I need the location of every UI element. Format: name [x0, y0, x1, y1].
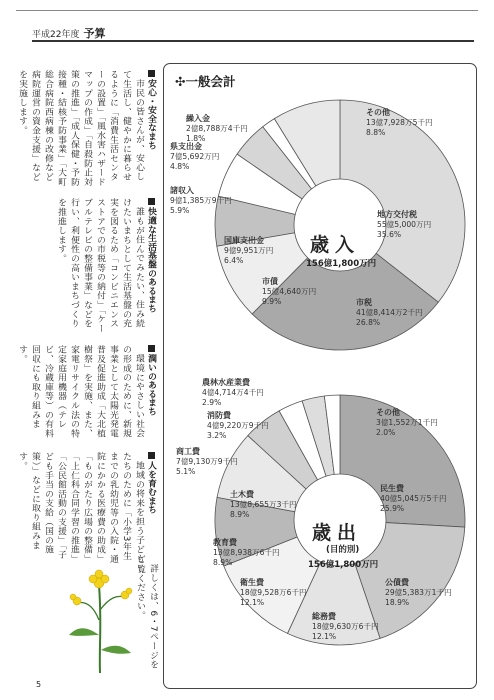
page-header — [32, 25, 105, 41]
slice-label: 市税 41億8,414万2千円 26.8% — [356, 298, 423, 327]
slice-label: 繰入金 2億8,788万4千円 1.8% — [186, 114, 248, 143]
section-heading-education: 人を育むまち — [145, 452, 157, 552]
slice-label: 民生費 40億5,045万5千円 25.9% — [380, 484, 447, 513]
section-heading-safety: 安心・安全なまち — [145, 70, 157, 200]
top-rule — [16, 10, 478, 11]
header-rule — [32, 40, 474, 42]
slice-label: 土木費 13億8,655万3千円 8.9% — [230, 490, 297, 519]
pie-center-total: 156億1,800万円 — [306, 259, 377, 269]
general-account-title: ✣一般会計 — [175, 74, 236, 89]
slice-label: 県支出金 7億5,692万円 4.8% — [170, 142, 220, 171]
header-year: 平成22年度 — [32, 30, 80, 40]
section-body-education: 地域の将来を担う子どもたちのために「小学3年生までの乳幼児等の入院・通院にかかる医療費の助成」「ものがたり広場の整備」「上仁科合同学習の推進」「公民館活動の支援」「子ども手当の支給（国の施策）」などに取り組みます。 — [17, 452, 144, 564]
slice-label: 諸収入 9億1,385万9千円 5.9% — [170, 186, 232, 215]
page-number: 5 — [36, 680, 42, 689]
pie-center-title: 歳出 — [312, 522, 363, 544]
slice-label: その他 3億1,552万1千円 2.0% — [376, 408, 438, 437]
pie-center-title: 歳入 — [310, 234, 361, 256]
section-body-env: 環境にやさしい社会の形成のために、新規事業として太陽光発電普及促進助成「大北植樹祭」を実施、また、家電リサイクル法の特定家庭用機器（テレビ、冷蔵庫等）の有料回収にも取り組みます。 — [17, 345, 144, 438]
pie-center-total: 156億1,800万円 — [308, 560, 379, 570]
section-body-safety: 市民の皆さんが、安心して生活し、健やかに暮らせるように「消費生活センターの設置」「風水害ハザードマップの作成」「自殺防止対策の推進」「成人保健・予防接種・結核予防事業」「大町総合病院西病棟の改修など病院運営の資金支援」などを実施します。 — [17, 70, 144, 187]
slice-label: 公債費 29億5,383万1千円 18.9% — [385, 578, 452, 607]
closing-note: 詳しくは、6・7ページをご覧ください。 — [135, 555, 158, 669]
header-title: 予算 — [83, 27, 106, 40]
section-body-infra: 誰もが住んでみたい、住み続けたいまちとして生活基盤の充実を図るため「コンビニエンスストアでの市税等の納付」「ケーブルテレビの整備事業」などを行い、利便性の高いまちづくりを推進します。 — [56, 198, 144, 334]
rapeseed-flower-illustration — [55, 565, 145, 675]
slice-label: 市債 15億4,640万円 9.9% — [262, 277, 317, 306]
slice-label: 消防費 4億9,220万9千円 3.2% — [207, 411, 269, 440]
section-heading-env: 潤いのあるまち — [145, 345, 157, 445]
slice-label: その他 13億7,928万5千円 8.8% — [366, 108, 433, 137]
slice-label: 地方交付税 55億5,000万円 35.6% — [377, 210, 432, 239]
pie-center-subtitle: (目的別) — [326, 545, 360, 555]
slice-label: 総務費 18億9,630万6千円 12.1% — [312, 612, 379, 641]
slice-label: 衛生費 18億9,528万6千円 12.1% — [240, 578, 307, 607]
slice-label: 国庫支出金 9億9,951万円 6.4% — [224, 236, 274, 265]
slice-label: 農林水産業費 4億4,714万4千円 2.9% — [202, 378, 264, 407]
section-heading-infra: 快適な生活基盤のあるまち — [145, 198, 157, 338]
slice-label: 教育費 13億8,938万6千円 8.9% — [213, 538, 280, 567]
slice-label: 商工費 7億9,130万9千円 5.1% — [176, 447, 238, 476]
